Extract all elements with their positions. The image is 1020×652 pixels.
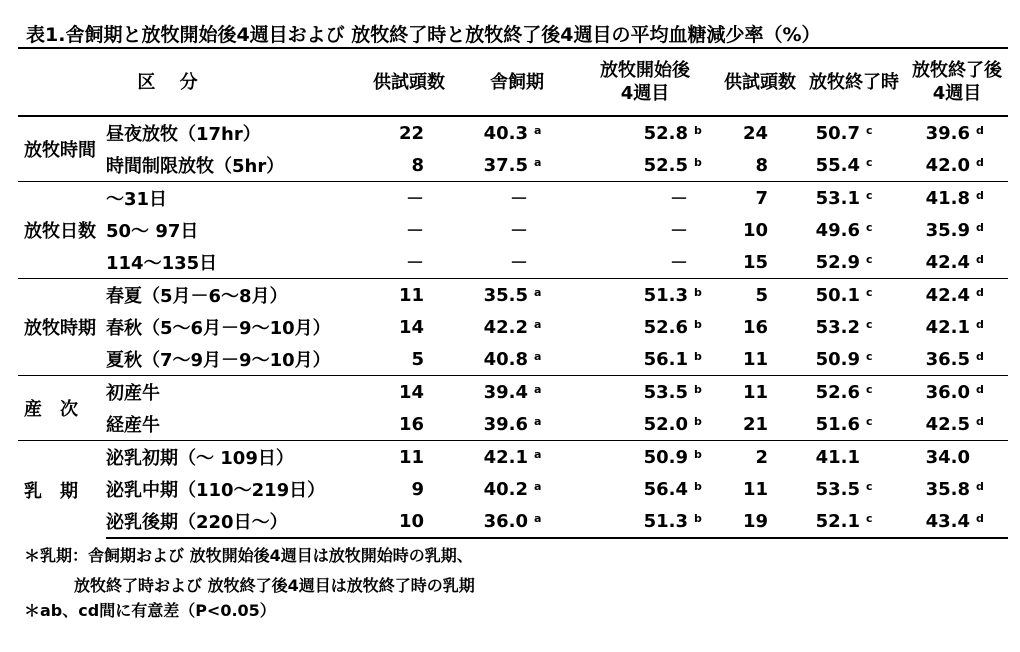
significance-mark: c <box>866 382 873 396</box>
cell-n-end-value: 11 <box>742 381 768 403</box>
row-label-value: 初産牛 <box>106 383 160 404</box>
cell-after-end-4w <box>906 408 1008 441</box>
cell-housing <box>462 343 572 376</box>
cell-n-end <box>718 116 802 149</box>
cell-housing-value: 40.2 <box>483 478 528 500</box>
cell-housing <box>462 408 572 441</box>
significance-mark: d <box>976 479 984 493</box>
cell-grazing-end-value: 53.5 <box>815 478 860 500</box>
significance-mark: a <box>534 317 542 331</box>
cell-n-housing <box>356 441 462 474</box>
cell-after-end-4w-value: 35.9 <box>925 219 970 241</box>
cell-n-end <box>718 441 802 474</box>
row-label-value: 50～ 97日 <box>106 221 199 242</box>
table-title: 表1.舎飼期と放牧開始後4週目および 放牧終了時と放牧終了後4週目の平均血糖減少率（%） <box>26 24 821 46</box>
cell-n-housing <box>356 505 462 538</box>
cell-n-housing-value: 16 <box>398 413 424 435</box>
cell-housing-value: 40.3 <box>483 122 528 144</box>
row-label-value: 春秋（5～6月－9～10月） <box>106 318 331 339</box>
row-label <box>106 343 356 376</box>
cell-after-end-4w-value: 42.5 <box>925 413 970 435</box>
header-row <box>18 48 1008 116</box>
row-label <box>106 408 356 441</box>
cell-grazing-end <box>802 279 906 312</box>
cell-grazing-end <box>802 214 906 246</box>
cell-n-end-value: 7 <box>755 187 768 209</box>
significance-mark: a <box>534 349 542 363</box>
cell-n-housing-value: 10 <box>398 510 424 532</box>
cell-housing-value: 39.4 <box>483 381 528 403</box>
cell-n-end-value: 19 <box>742 510 768 532</box>
cell-housing-value: 36.0 <box>483 510 528 532</box>
cell-n-housing-value: － <box>406 189 424 210</box>
cell-housing <box>462 279 572 312</box>
cell-housing <box>462 376 572 409</box>
significance-mark: d <box>976 317 984 331</box>
cell-grazing-end-value: 52.9 <box>815 251 860 273</box>
table-row <box>18 505 1008 538</box>
significance-mark: d <box>976 155 984 169</box>
cell-grazing-start-4w-value: 52.0 <box>643 413 688 435</box>
cell-grazing-start-4w <box>572 149 718 182</box>
row-label <box>106 116 356 149</box>
significance-mark: a <box>534 123 542 137</box>
cell-housing <box>462 246 572 279</box>
cell-after-end-4w <box>906 149 1008 182</box>
cell-after-end-4w <box>906 246 1008 279</box>
cell-housing-value: 42.2 <box>483 316 528 338</box>
cell-n-end-value: 5 <box>755 284 768 306</box>
cell-after-end-4w-value: 42.0 <box>925 154 970 176</box>
cell-n-end-value: 11 <box>742 478 768 500</box>
footnote-2: 放牧終了時および 放牧終了後4週目は放牧終了時の乳期 <box>74 576 475 595</box>
cell-grazing-start-4w-value: 51.3 <box>643 284 688 306</box>
cell-after-end-4w <box>906 214 1008 246</box>
cell-grazing-end-value: 50.9 <box>815 348 860 370</box>
cell-grazing-start-4w <box>572 343 718 376</box>
cell-after-end-4w <box>906 441 1008 474</box>
cell-grazing-start-4w-value: 53.5 <box>643 381 688 403</box>
cell-grazing-start-4w <box>572 376 718 409</box>
row-label-value: 春夏（5月－6～8月） <box>106 286 288 307</box>
significance-mark: c <box>866 414 873 428</box>
header-category: 区 分 <box>18 48 356 116</box>
significance-mark: d <box>976 511 984 525</box>
significance-mark: c <box>866 155 873 169</box>
cell-after-end-4w-value: 41.8 <box>925 187 970 209</box>
cell-grazing-start-4w <box>572 214 718 246</box>
cell-grazing-start-4w <box>572 116 718 149</box>
cell-housing <box>462 473 572 505</box>
footnote-1: ＊乳期：舎飼期および 放牧開始後4週目は放牧開始時の乳期、 <box>24 546 473 565</box>
cell-n-end-value: 16 <box>742 316 768 338</box>
cell-n-housing <box>356 149 462 182</box>
cell-after-end-4w-value: 36.0 <box>925 381 970 403</box>
row-label <box>106 473 356 505</box>
significance-mark: a <box>534 479 542 493</box>
cell-n-housing-value: 9 <box>411 478 424 500</box>
cell-grazing-start-4w-value: 52.5 <box>643 154 688 176</box>
significance-mark: b <box>694 155 702 169</box>
cell-after-end-4w-value: 35.8 <box>925 478 970 500</box>
cell-grazing-end <box>802 441 906 474</box>
row-label-value: 時間制限放牧（5hr） <box>106 156 285 177</box>
row-label <box>106 311 356 343</box>
cell-n-housing-value: 8 <box>411 154 424 176</box>
cell-n-housing <box>356 473 462 505</box>
cell-grazing-start-4w <box>572 279 718 312</box>
cell-after-end-4w-value: 34.0 <box>925 446 970 468</box>
cell-after-end-4w-value: 42.4 <box>925 284 970 306</box>
cell-after-end-4w <box>906 343 1008 376</box>
cell-grazing-start-4w <box>572 408 718 441</box>
row-label <box>106 182 356 215</box>
group-label: 放牧時間 <box>18 116 106 182</box>
row-label <box>106 441 356 474</box>
significance-mark: d <box>976 123 984 137</box>
cell-n-housing-value: 11 <box>398 284 424 306</box>
cell-grazing-end-value: 50.7 <box>815 122 860 144</box>
row-label-value: ～31日 <box>106 189 168 210</box>
row-label-value: 泌乳初期（～ 109日） <box>106 448 294 469</box>
group-label: 産 次 <box>18 376 106 441</box>
cell-after-end-4w-value: 42.4 <box>925 251 970 273</box>
cell-grazing-end <box>802 182 906 215</box>
significance-mark: d <box>976 220 984 234</box>
cell-n-end <box>718 279 802 312</box>
cell-n-housing-value: － <box>406 221 424 242</box>
cell-housing-value: 35.5 <box>483 284 528 306</box>
cell-grazing-end <box>802 311 906 343</box>
significance-mark: d <box>976 349 984 363</box>
cell-n-end <box>718 246 802 279</box>
table-row <box>18 376 1008 409</box>
cell-after-end-4w <box>906 116 1008 149</box>
cell-n-housing <box>356 182 462 215</box>
table-row <box>18 279 1008 312</box>
significance-mark: c <box>866 511 873 525</box>
table-row <box>18 182 1008 215</box>
row-label <box>106 214 356 246</box>
cell-n-housing-value: 5 <box>411 348 424 370</box>
cell-grazing-end-value: 53.1 <box>815 187 860 209</box>
row-label <box>106 246 356 279</box>
group-label: 放牧時期 <box>18 279 106 376</box>
header-grazing-start-4w-line1: 放牧開始後 <box>600 60 690 81</box>
cell-after-end-4w-value: 43.4 <box>925 510 970 532</box>
row-label-value: 泌乳中期（110～219日） <box>106 480 326 501</box>
cell-after-end-4w <box>906 279 1008 312</box>
cell-n-end-value: 15 <box>742 251 768 273</box>
cell-grazing-start-4w-value: 56.4 <box>643 478 688 500</box>
cell-after-end-4w <box>906 473 1008 505</box>
significance-mark: d <box>976 252 984 266</box>
cell-grazing-start-4w-value: 51.3 <box>643 510 688 532</box>
significance-mark: a <box>534 285 542 299</box>
cell-grazing-end-value: 49.6 <box>815 219 860 241</box>
table-row <box>18 311 1008 343</box>
row-label <box>106 376 356 409</box>
significance-mark: c <box>866 220 873 234</box>
cell-grazing-start-4w-value: 56.1 <box>643 348 688 370</box>
cell-housing-value: 37.5 <box>483 154 528 176</box>
cell-n-housing-value: 14 <box>398 381 424 403</box>
cell-n-housing-value: － <box>406 253 424 274</box>
cell-housing-value: 40.8 <box>483 348 528 370</box>
cell-grazing-start-4w-value: － <box>670 253 688 274</box>
cell-housing-value: 42.1 <box>483 446 528 468</box>
header-n-housing: 供試頭数 <box>356 48 462 116</box>
table-row <box>18 441 1008 474</box>
significance-mark: c <box>866 479 873 493</box>
cell-grazing-start-4w <box>572 441 718 474</box>
header-after-end-4w <box>906 48 1008 116</box>
cell-n-housing <box>356 246 462 279</box>
row-label <box>106 279 356 312</box>
blood-glucose-table <box>18 47 1008 539</box>
row-label-value: 夏秋（7～9月－9～10月） <box>106 350 331 371</box>
significance-mark: d <box>976 285 984 299</box>
cell-n-housing <box>356 279 462 312</box>
significance-mark: b <box>694 414 702 428</box>
header-after-end-4w-line2: 4週目 <box>932 83 982 104</box>
cell-n-end <box>718 311 802 343</box>
table-body <box>18 116 1008 538</box>
cell-after-end-4w <box>906 311 1008 343</box>
header-grazing-start-4w-line2: 4週目 <box>620 83 670 104</box>
significance-mark: d <box>976 414 984 428</box>
significance-mark: c <box>866 252 873 266</box>
cell-n-end-value: 24 <box>742 122 768 144</box>
cell-grazing-end-value: 41.1 <box>815 446 860 468</box>
cell-grazing-start-4w <box>572 182 718 215</box>
cell-grazing-end-value: 51.6 <box>815 413 860 435</box>
significance-mark: a <box>534 511 542 525</box>
cell-n-housing <box>356 408 462 441</box>
table-row <box>18 149 1008 182</box>
row-label-value: 114～135日 <box>106 253 218 274</box>
cell-grazing-end-value: 53.2 <box>815 316 860 338</box>
cell-n-end-value: 21 <box>742 413 768 435</box>
cell-n-end <box>718 149 802 182</box>
cell-grazing-start-4w <box>572 246 718 279</box>
significance-mark: d <box>976 382 984 396</box>
cell-after-end-4w-value: 42.1 <box>925 316 970 338</box>
cell-n-end-value: 2 <box>755 446 768 468</box>
cell-n-housing <box>356 311 462 343</box>
cell-n-housing-value: 22 <box>398 122 424 144</box>
cell-n-end-value: 10 <box>742 219 768 241</box>
cell-grazing-end-value: 50.1 <box>815 284 860 306</box>
significance-mark: b <box>694 285 702 299</box>
cell-n-end <box>718 214 802 246</box>
significance-mark: b <box>694 511 702 525</box>
cell-grazing-end <box>802 343 906 376</box>
cell-grazing-start-4w-value: 52.8 <box>643 122 688 144</box>
table-row <box>18 214 1008 246</box>
significance-mark: a <box>534 382 542 396</box>
cell-housing <box>462 149 572 182</box>
group-label: 乳 期 <box>18 441 106 539</box>
header-n-end: 供試頭数 <box>718 48 802 116</box>
cell-grazing-end <box>802 473 906 505</box>
significance-mark: b <box>694 447 702 461</box>
cell-grazing-start-4w <box>572 473 718 505</box>
cell-housing <box>462 214 572 246</box>
cell-grazing-end <box>802 408 906 441</box>
cell-n-housing <box>356 376 462 409</box>
cell-housing <box>462 182 572 215</box>
significance-mark: b <box>694 479 702 493</box>
significance-mark: c <box>866 317 873 331</box>
cell-grazing-end-value: 55.4 <box>815 154 860 176</box>
cell-grazing-start-4w-value: 50.9 <box>643 446 688 468</box>
header-housing: 舎飼期 <box>462 48 572 116</box>
significance-mark: c <box>866 349 873 363</box>
significance-mark: c <box>866 285 873 299</box>
cell-n-housing <box>356 343 462 376</box>
cell-housing <box>462 441 572 474</box>
cell-grazing-start-4w-value: － <box>670 221 688 242</box>
cell-housing-value: 39.6 <box>483 413 528 435</box>
cell-housing-value: － <box>510 221 528 242</box>
row-label <box>106 149 356 182</box>
header-after-end-4w-line1: 放牧終了後 <box>912 60 1002 81</box>
footnote-3: ＊ab、cd間に有意差（P<0.05） <box>24 601 276 620</box>
cell-housing <box>462 116 572 149</box>
table-row <box>18 116 1008 149</box>
header-grazing-start-4w <box>572 48 718 116</box>
cell-housing-value: － <box>510 189 528 210</box>
cell-grazing-end <box>802 246 906 279</box>
cell-housing-value: － <box>510 253 528 274</box>
cell-after-end-4w-value: 36.5 <box>925 348 970 370</box>
cell-after-end-4w <box>906 505 1008 538</box>
row-label-value: 経産牛 <box>106 415 160 436</box>
row-label <box>106 505 356 538</box>
row-label-value: 昼夜放牧（17hr） <box>106 124 261 145</box>
cell-after-end-4w-value: 39.6 <box>925 122 970 144</box>
row-label-value: 泌乳後期（220日～） <box>106 512 288 533</box>
cell-n-end <box>718 182 802 215</box>
significance-mark: b <box>694 123 702 137</box>
cell-n-end-value: 8 <box>755 154 768 176</box>
cell-grazing-end <box>802 376 906 409</box>
significance-mark: d <box>976 188 984 202</box>
cell-grazing-end <box>802 505 906 538</box>
table-row <box>18 408 1008 441</box>
table-row <box>18 246 1008 279</box>
significance-mark: a <box>534 155 542 169</box>
cell-n-housing-value: 11 <box>398 446 424 468</box>
header-grazing-end: 放牧終了時 <box>802 48 906 116</box>
table-row <box>18 473 1008 505</box>
cell-n-housing <box>356 214 462 246</box>
cell-n-end <box>718 473 802 505</box>
significance-mark: c <box>866 123 873 137</box>
cell-n-end <box>718 505 802 538</box>
cell-grazing-start-4w <box>572 505 718 538</box>
cell-grazing-start-4w-value: － <box>670 189 688 210</box>
cell-grazing-start-4w <box>572 311 718 343</box>
cell-grazing-end <box>802 149 906 182</box>
cell-grazing-start-4w-value: 52.6 <box>643 316 688 338</box>
cell-housing <box>462 311 572 343</box>
significance-mark: b <box>694 317 702 331</box>
significance-mark: b <box>694 349 702 363</box>
cell-grazing-end <box>802 116 906 149</box>
cell-after-end-4w <box>906 376 1008 409</box>
significance-mark: a <box>534 447 542 461</box>
cell-n-housing <box>356 116 462 149</box>
cell-after-end-4w <box>906 182 1008 215</box>
significance-mark: a <box>534 414 542 428</box>
cell-n-end <box>718 376 802 409</box>
cell-housing <box>462 505 572 538</box>
cell-grazing-end-value: 52.1 <box>815 510 860 532</box>
significance-mark: c <box>866 188 873 202</box>
group-label: 放牧日数 <box>18 182 106 279</box>
cell-n-housing-value: 14 <box>398 316 424 338</box>
cell-n-end-value: 11 <box>742 348 768 370</box>
cell-grazing-end-value: 52.6 <box>815 381 860 403</box>
cell-n-end <box>718 343 802 376</box>
table-row <box>18 343 1008 376</box>
cell-n-end <box>718 408 802 441</box>
significance-mark: b <box>694 382 702 396</box>
